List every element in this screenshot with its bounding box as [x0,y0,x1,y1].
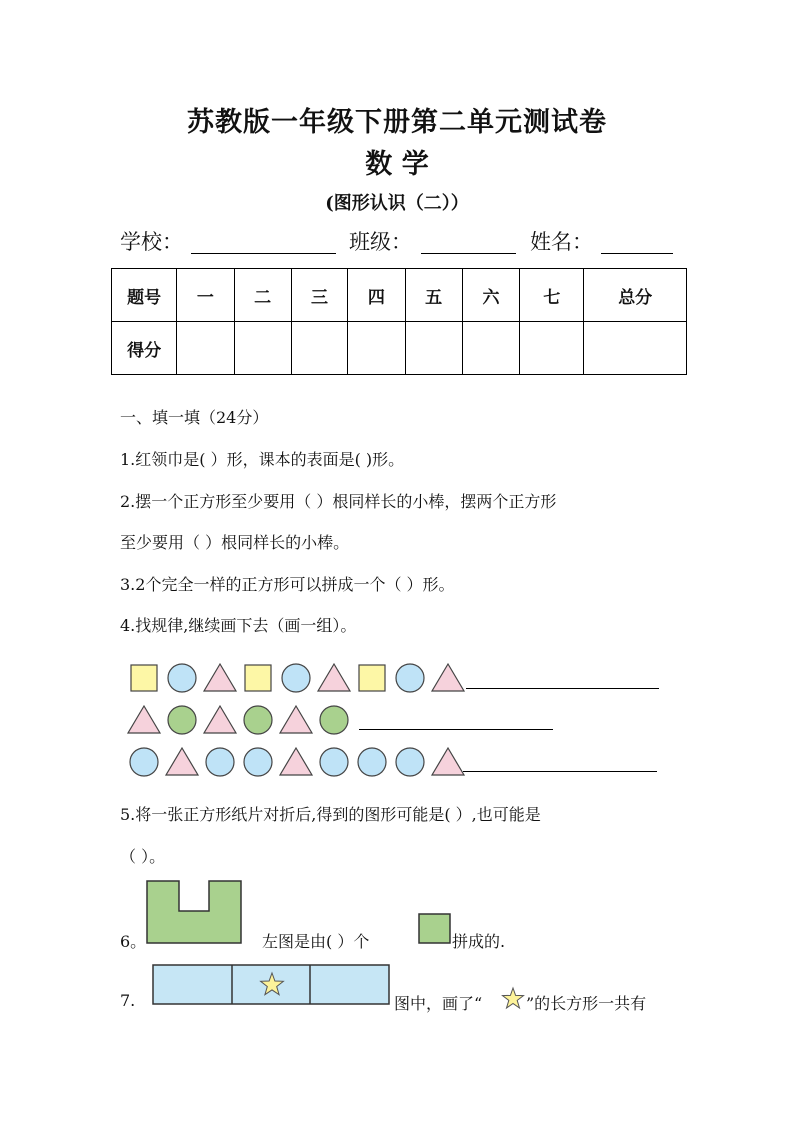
circle-shape [168,664,196,692]
circle-shape [282,664,310,692]
pattern-row-2 [128,706,348,734]
triangle-shape [280,706,312,733]
notched-shape-figure [146,880,244,945]
pattern-row-3 [130,748,464,776]
circle-shape [358,748,386,776]
square-shape [359,665,385,691]
score-header-cell: 六 [462,269,519,322]
score-header-cell: 一 [177,269,234,322]
score-header-total: 总分 [584,269,687,322]
score-row-label: 得分 [112,322,177,375]
pattern-row-3-answer-line[interactable] [463,771,657,772]
triangle-shape [128,706,160,733]
question-5-line1: 5.将一张正方形纸片对折后,得到的图形可能是( ）,也可能是 [120,805,541,824]
pattern-row-2-answer-line[interactable] [359,729,553,730]
score-header-cell: 五 [405,269,462,322]
triangle-shape [280,748,312,775]
question-7-text-a: 图中，画了“ [394,994,483,1013]
subject-title: 数 学 [365,149,429,180]
pattern-row-1-answer-line[interactable] [466,688,659,689]
score-header-cell: 七 [520,269,584,322]
question-4: 4.找规律,继续画下去（画一组）。 [120,616,357,635]
circle-shape [244,748,272,776]
green-circle-shape [320,706,348,734]
triangle-shape [204,664,236,691]
question-3: 3.2个完全一样的正方形可以拼成一个（ ）形。 [120,575,455,594]
question-7-number: 7. [120,991,136,1010]
class-label: 班级： [349,230,412,254]
circle-shape [396,748,424,776]
green-circle-shape [168,706,196,734]
name-label: 姓名： [530,230,593,254]
school-label: 学校： [120,230,183,254]
question-2-line2: 至少要用（ ）根同样长的小棒。 [120,533,350,552]
circle-shape [320,748,348,776]
section-heading: 一、填一填（24分） [120,408,269,427]
pattern-row-1 [131,664,464,692]
star-icon [503,988,524,1008]
star-icon-inline [500,986,526,1012]
triangle-shape [166,748,198,775]
exam-title: 苏教版一年级下册第二单元测试卷 [187,107,607,138]
green-circle-shape [244,706,272,734]
triangle-shape [204,706,236,733]
question-6-text-a: 左图是由( ）个 [262,932,370,951]
question-6-number: 6。 [120,932,147,951]
circle-shape [206,748,234,776]
unit-square [419,914,450,943]
score-header-cell: 三 [291,269,347,322]
exam-subtitle: (图形认识（二）） [325,193,469,214]
square-shape [131,665,157,691]
question-5-line2: （ ）。 [120,847,166,866]
triangle-shape [318,664,350,691]
triangle-shape [432,664,464,691]
question-2-line1: 2.摆一个正方形至少要用（ ）根同样长的小棒，摆两个正方形 [120,492,557,511]
square-shape [245,665,271,691]
score-header-cell: 二 [234,269,291,322]
circle-shape [130,748,158,776]
circle-shape [396,664,424,692]
question-7-text-b: ”的长方形一共有 [526,994,647,1013]
score-header-label: 题号 [112,269,177,322]
score-header-cell: 四 [348,269,405,322]
triangle-shape [432,748,464,775]
unit-square-figure [418,913,452,945]
question-6-text-b: 拼成的. [452,932,506,951]
question-1: 1.红领巾是( ）形，课本的表面是( )形。 [120,450,405,469]
notched-shape [147,881,241,943]
rectangles-figure [152,964,392,1006]
